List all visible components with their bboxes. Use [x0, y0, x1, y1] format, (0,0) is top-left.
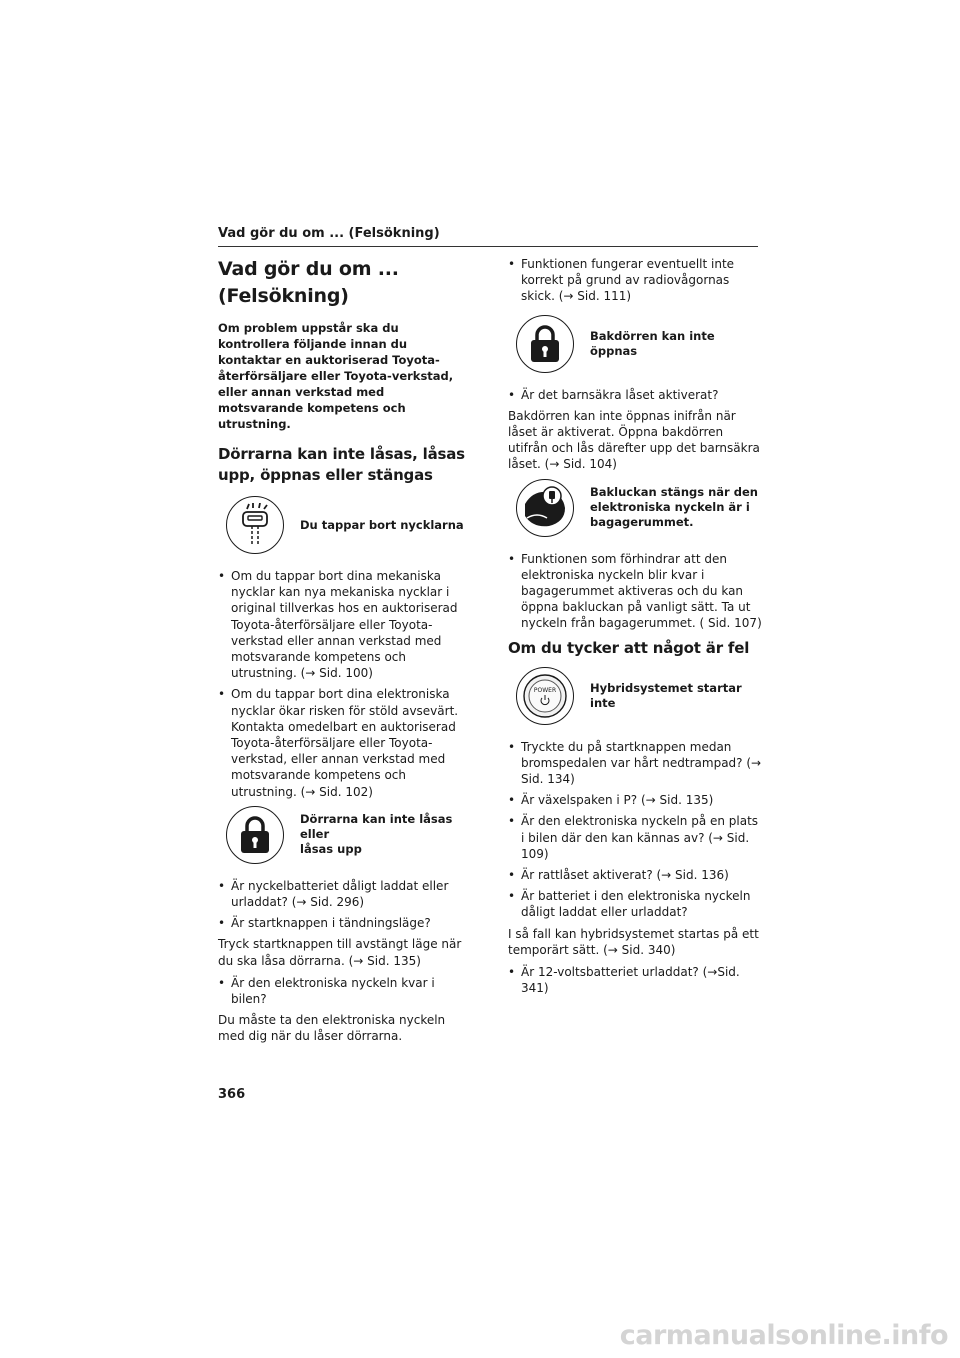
list-item: • Om du tappar bort dina elektroniska nycklar ökar risken för stöld avsevärt. Kontakta omedelbart en auktoriserad Toyota-återförsäljare eller Toyota-verkstad, eller annan verkstad med motsvarande kompetens och utrustning. (→ Sid. 102) — [218, 687, 459, 799]
power-button-text: POWER — [533, 686, 557, 694]
lost-keys-row — [218, 496, 472, 554]
battery-list — [508, 964, 762, 996]
left-column — [218, 256, 472, 1051]
page-number: 366 — [218, 1087, 246, 1102]
hybrid-start-list — [508, 739, 762, 921]
doors-lock-label: Dörrarna kan inte låsas eller låsas upp — [300, 812, 453, 857]
radio-waves-list — [508, 256, 762, 305]
paragraph: I så fall kan hybridsystemet startas på ett temporärt sätt. (→ Sid. 340) — [508, 926, 759, 957]
page-title-line1: Vad gör du om ... — [218, 258, 399, 280]
list-item: • Om du tappar bort dina mekaniska nycklar kan nya mekaniska nycklar i original tillverkas hos en auktoriserad Toyota-återförsäljare eller Toyota-verkstad eller annan verkstad med motsvarande kompetens och utrustning. (→ Sid. 100) — [218, 569, 458, 681]
hybrid-start-label: Hybridsystemet startar inte — [590, 680, 742, 710]
page-title — [218, 256, 472, 310]
section-title-doors: Dörrarna kan inte låsas, låsas upp, öppnas eller stängas — [218, 445, 465, 484]
list-item: • Är växelspaken i P? (→ Sid. 135) — [508, 793, 714, 808]
lock-icon — [516, 315, 574, 373]
lost-keys-label: Du tappar bort nycklarna — [300, 517, 464, 532]
page-title-line2: (Felsökning) — [218, 285, 349, 307]
running-header: Vad gör du om ... (Felsökning) — [218, 226, 758, 247]
paragraph: Du måste ta den elektroniska nyckeln med dig när du låser dörrarna. — [218, 1013, 446, 1044]
key-in-trunk-icon — [516, 479, 574, 537]
list-item: • Funktionen som förhindrar att den elektroniska nyckeln blir kvar i bagagerummet aktiveras och du kan öppna bakluckan på vanligt sätt. Ta ut nyckeln från bagagerummet. ( Sid. 107) — [508, 551, 762, 631]
list-item: • Är 12-voltsbatteriet urladdat? (→Sid. 341) — [508, 965, 740, 996]
list-item: • Är batteriet i den elektroniska nyckeln dåligt laddat eller urladdat? — [508, 889, 751, 920]
trunk-key-list — [508, 551, 762, 632]
list-item: • Är det barnsäkra låset aktiverat? — [508, 387, 719, 402]
key-icon — [226, 496, 284, 554]
child-lock-list — [508, 387, 762, 403]
lock-icon — [226, 806, 284, 864]
paragraph: Tryck startknappen till avstängt läge när du ska låsa dörrarna. (→ Sid. 135) — [218, 937, 462, 968]
list-item: • Är den elektroniska nyckeln kvar i bilen? — [218, 975, 435, 1007]
list-item: • Är rattlåset aktiverat? (→ Sid. 136) — [508, 868, 729, 883]
doors-lock-row — [218, 806, 472, 864]
right-column — [508, 256, 762, 1001]
lost-keys-list — [218, 568, 472, 800]
back-door-label: Bakdörren kan inte öppnas — [590, 328, 715, 358]
watermark: carmanualsonline.info — [619, 1320, 948, 1351]
hybrid-start-row — [508, 667, 762, 725]
back-door-row — [508, 315, 762, 373]
intro-text: Om problem uppstår ska du kontrollera följande innan du kontaktar en auktoriserad Toyota-återförsäljare eller Toyota-verkstad, eller annan verkstad med motsvarande kompetens och utrustning. — [218, 321, 454, 431]
list-item: • Är den elektroniska nyckeln på en plats i bilen där den kan kännas av? (→ Sid. 109) — [508, 814, 759, 861]
paragraph: Bakdörren kan inte öppnas inifrån när låset är aktiverat. Öppna bakdörren utifrån och lås därefter upp det barnsäkra låset. (→ Sid. 104) — [508, 408, 760, 472]
list-item: • Är nyckelbatteriet dåligt laddat eller urladdat? (→ Sid. 296) — [218, 878, 449, 910]
list-item: • Funktionen fungerar eventuellt inte korrekt på grund av radiovågornas skick. (→ Sid. 111) — [508, 257, 735, 304]
doors-lock-list — [218, 878, 472, 932]
power-button-icon — [516, 667, 574, 725]
list-item: • Är startknappen i tändningsläge? — [218, 916, 431, 931]
section-title-wrong: Om du tycker att något är fel — [508, 638, 750, 657]
key-inside-list — [218, 975, 472, 1007]
trunk-key-label: Bakluckan stängs när den elektroniska nyckeln är i bagagerummet. — [590, 485, 758, 530]
trunk-key-row — [508, 479, 762, 537]
list-item: • Tryckte du på startknappen medan bromspedalen var hårt nedtrampad? (→ Sid. 134) — [508, 739, 762, 787]
